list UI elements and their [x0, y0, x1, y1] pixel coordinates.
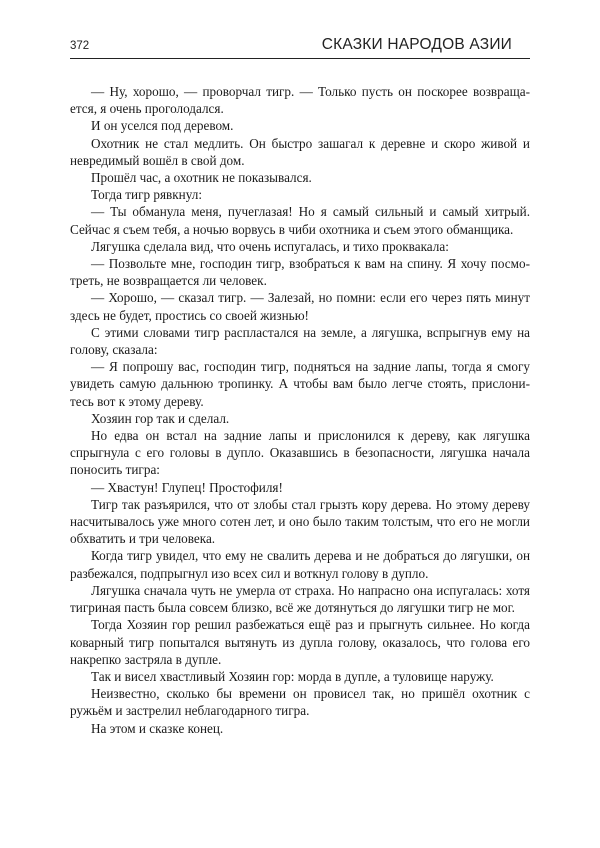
paragraph: Охотник не стал медлить. Он быстро зашагал к деревне и скоро живой и невредимый вошёл в свой дом.	[70, 135, 530, 168]
paragraph: — Хорошо, — сказал тигр. — Залезай, но помни: если его через пять минут здесь не будет, простись со своей жизнью!	[70, 290, 530, 323]
story-text	[70, 83, 530, 737]
paragraph: Прошёл час, а охотник не показывался.	[91, 170, 312, 186]
paragraph: Неизвестно, сколько бы времени он провисел так, но пришёл охотник с ружьём и застрелил неблагодарного тигра.	[70, 686, 530, 719]
page-header	[70, 36, 530, 59]
paragraph: — Ты обманула меня, пучеглазая! Но я самый сильный и самый хитрый. Сейчас я съем тебя, а ночью ворвусь в чиби охотника и съем этого обманщика.	[70, 204, 530, 237]
paragraph: Тогда тигр рявкнул:	[91, 187, 202, 203]
paragraph: Тогда Хозяин гор решил разбежаться ещё раз и прыгнуть сильнее. Но когда коварный тигр попытался вытянуть из дупла голову, оказалось, что голова его накрепко застряла в дупле.	[70, 617, 530, 667]
paragraph: Так и висел хвастливый Хозяин гор: морда в дупле, а туловище наружу.	[91, 668, 494, 684]
running-title: СКАЗКИ НАРОДОВ АЗИИ	[321, 36, 512, 53]
paragraph: Лягушка сделала вид, что очень испугалась, и тихо проквакала:	[91, 238, 449, 254]
paragraph: Тигр так разъярился, что от злобы стал грызть кору дерева. Но этому дереву насчитывалось уже много сотен лет, и оно было таким толстым, что его не могли обхватить и три человека.	[70, 496, 530, 547]
paragraph: Лягушка сначала чуть не умерла от страха. Но напрасно она испугалась: хотя тигриная пасть была совсем близко, всё же дотянуться до лягушки тигр не мог.	[70, 582, 530, 616]
paragraph: С этими словами тигр распластался на земле, а лягушка, вспрыгнув ему на голову, сказала:	[70, 324, 530, 358]
paragraph: — Хвастун! Глупец! Простофиля!	[91, 479, 283, 495]
paragraph: Но едва он встал на задние лапы и прислонился к дереву, как лягушка спрыгнула с его головы в дупло. Оказавшись в безопасности, лягушка начала поносить тигра:	[70, 428, 530, 478]
paragraph: И он уселся под деревом.	[91, 118, 234, 134]
paragraph: — Позвольте мне, господин тигр, взобраться к вам на спину. Я хочу посмотреть, не возвращается ли человек.	[70, 256, 530, 289]
paragraph: На этом и сказке конец.	[91, 720, 224, 736]
paragraph: — Ну, хорошо, — проворчал тигр. — Только пусть он поскорее возвращается, я очень проголодался.	[70, 84, 530, 117]
paragraph: Когда тигр увидел, что ему не свалить дерева и не добраться до лягушки, он разбежался, подпрыгнул изо всех сил и воткнул голову в дупло.	[70, 548, 530, 581]
paragraph: — Я попрошу вас, господин тигр, подняться на задние лапы, тогда я смогу увидеть самую дальнюю тропинку. А чтобы вам было легче стоять, прислонитесь вот к этому дереву.	[70, 359, 530, 409]
page-number: 372	[70, 40, 90, 52]
paragraph: Хозяин гор так и сделал.	[91, 410, 230, 426]
